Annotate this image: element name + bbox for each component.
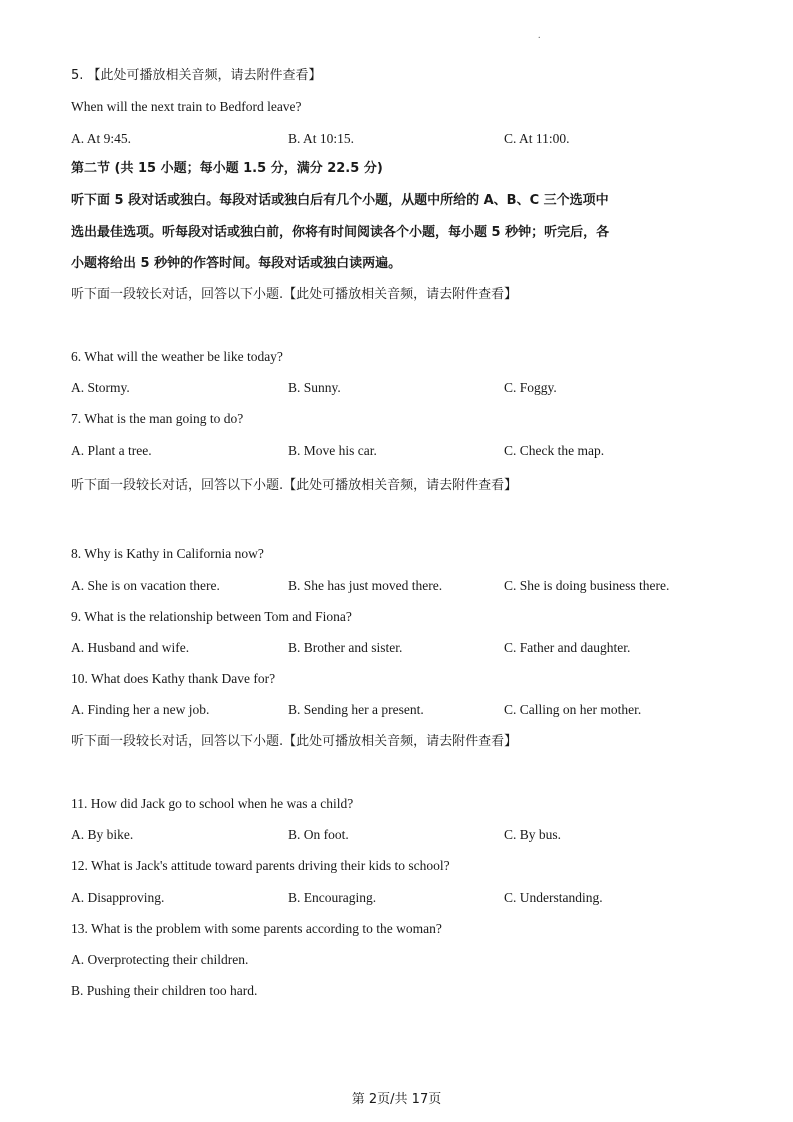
q5-tag: 5. 【此处可播放相关音频，请去附件查看】 <box>71 68 322 83</box>
q11-option-a: A. By bike. <box>71 827 134 842</box>
q7-option-c: C. Check the map. <box>504 443 605 458</box>
q12-option-c: C. Understanding. <box>504 890 603 905</box>
q8-option-a: A. She is on vacation there. <box>71 578 220 593</box>
q11-question: 11. How did Jack go to school when he was a child? <box>71 796 354 811</box>
section2-instruction-1: 听下面 5 段对话或独白。每段对话或独白后有几个小题，从题中所给的 A、B、C 三个选项中 <box>71 193 609 208</box>
q11-option-c: C. By bus. <box>504 827 562 842</box>
q10-option-c: C. Calling on her mother. <box>504 702 642 717</box>
section2-instruction-3: 小题将给出 5 秒钟的作答时间。每段对话或独白读两遍。 <box>71 256 402 271</box>
q9-option-b: B. Brother and sister. <box>288 640 403 655</box>
q8-question: 8. Why is Kathy in California now? <box>71 546 264 561</box>
q7-option-a: A. Plant a tree. <box>71 443 152 458</box>
q10-option-a: A. Finding her a new job. <box>71 702 210 717</box>
q5-option-b: B. At 10:15. <box>288 131 355 146</box>
q5-option-c: C. At 11:00. <box>504 131 570 146</box>
q9-question: 9. What is the relationship between Tom and Fiona? <box>71 609 352 624</box>
q7-question: 7. What is the man going to do? <box>71 411 244 426</box>
q10-question: 10. What does Kathy thank Dave for? <box>71 671 276 686</box>
dialog1-tag: 听下面一段较长对话，回答以下小题.【此处可播放相关音频，请去附件查看】 <box>71 287 518 302</box>
section2-title: 第二节 (共 15 小题；每小题 1.5 分，满分 22.5 分) <box>71 161 383 176</box>
page-number-footer: 第 2页/共 17页 <box>351 1092 442 1107</box>
q13-option-a: A. Overprotecting their children. <box>71 952 249 967</box>
q12-option-b: B. Encouraging. <box>288 890 377 905</box>
q6-option-c: C. Foggy. <box>504 380 557 395</box>
q9-option-c: C. Father and daughter. <box>504 640 631 655</box>
header-mark: . <box>538 30 541 41</box>
q11-option-b: B. On foot. <box>288 827 349 842</box>
q6-question: 6. What will the weather be like today? <box>71 349 283 364</box>
section2-instruction-2: 选出最佳选项。听每段对话或独白前，你将有时间阅读各个小题，每小题 5 秒钟；听完后，各 <box>71 225 610 240</box>
dialog3-tag: 听下面一段较长对话，回答以下小题.【此处可播放相关音频，请去附件查看】 <box>71 734 518 749</box>
q12-option-a: A. Disapproving. <box>71 890 165 905</box>
q13-option-b: B. Pushing their children too hard. <box>71 983 258 998</box>
q8-option-b: B. She has just moved there. <box>288 578 443 593</box>
q7-option-b: B. Move his car. <box>288 443 377 458</box>
q6-option-b: B. Sunny. <box>288 380 341 395</box>
q9-option-a: A. Husband and wife. <box>71 640 190 655</box>
q5-question: When will the next train to Bedford leave? <box>71 99 302 114</box>
q5-option-a: A. At 9:45. <box>71 131 132 146</box>
q10-option-b: B. Sending her a present. <box>288 702 424 717</box>
q6-option-a: A. Stormy. <box>71 380 130 395</box>
q13-question: 13. What is the problem with some parents according to the woman? <box>71 921 442 936</box>
dialog2-tag: 听下面一段较长对话，回答以下小题.【此处可播放相关音频，请去附件查看】 <box>71 478 518 493</box>
q12-question: 12. What is Jack's attitude toward parents driving their kids to school? <box>71 858 450 873</box>
q8-option-c: C. She is doing business there. <box>504 578 670 593</box>
